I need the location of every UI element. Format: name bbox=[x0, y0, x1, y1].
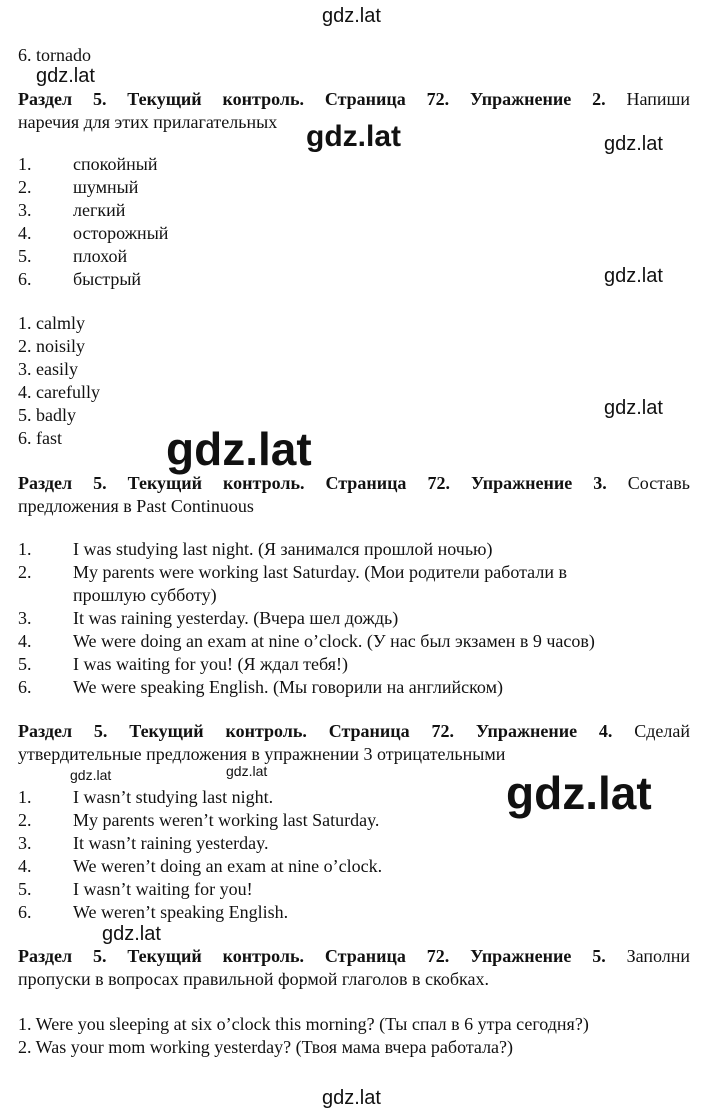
list-item bbox=[18, 153, 157, 175]
item-text: спокойный bbox=[73, 154, 158, 174]
exercise-title: Раздел 5. Текущий контроль. Страница 72. Упражнение 3. bbox=[18, 473, 607, 493]
item-number: 5. bbox=[18, 879, 32, 899]
item-number: 5. bbox=[18, 654, 32, 674]
list-item bbox=[18, 584, 217, 606]
watermark: gdz.lat bbox=[604, 265, 663, 287]
item-text: шумный bbox=[73, 177, 139, 197]
exercise-task: утвердительные предложения в упражнении 3 отрицательными bbox=[18, 744, 506, 764]
item-text: We weren’t doing an exam at nine o’clock. bbox=[73, 856, 383, 876]
item-number: 2. bbox=[18, 810, 32, 830]
item-text: осторожный bbox=[73, 223, 169, 243]
item-number: 6. bbox=[18, 677, 32, 697]
item-number: 3. bbox=[18, 833, 32, 853]
item-text: We were doing an exam at nine o’clock. (У нас был экзамен в 9 часов) bbox=[73, 631, 595, 651]
list-item bbox=[18, 809, 379, 831]
answer-line: 1. Were you sleeping at six o’clock this morning? (Ты спал в 6 утра сегодня?) bbox=[18, 1014, 589, 1034]
list-item bbox=[18, 561, 567, 583]
answer-line: 4. carefully bbox=[18, 382, 100, 402]
exercise-title: Раздел 5. Текущий контроль. Страница 72. Упражнение 5. bbox=[18, 946, 606, 966]
list-item bbox=[18, 630, 595, 652]
answer-line: 2. noisily bbox=[18, 336, 86, 356]
watermark: gdz.lat bbox=[166, 423, 312, 475]
list-item bbox=[18, 855, 382, 877]
list-item bbox=[18, 176, 138, 198]
exercise-title: Раздел 5. Текущий контроль. Страница 72. Упражнение 4. bbox=[18, 721, 613, 741]
list-item bbox=[18, 538, 493, 560]
exercise-task: Напиши bbox=[626, 89, 691, 109]
item-number: 1. bbox=[18, 539, 32, 559]
item-text: I was studying last night. (Я занимался прошлой ночью) bbox=[73, 539, 493, 559]
list-item bbox=[18, 245, 127, 267]
item-text: We weren’t speaking English. bbox=[73, 902, 289, 922]
exercise-task: Заполни bbox=[626, 946, 691, 966]
exercise-2-header bbox=[18, 88, 690, 134]
answer-line: 1. calmly bbox=[18, 313, 85, 333]
exercise-title: Раздел 5. Текущий контроль. Страница 72. Упражнение 2. bbox=[18, 89, 606, 109]
item-text: легкий bbox=[73, 200, 126, 220]
list-item: 6. tornado bbox=[18, 45, 91, 65]
list-item bbox=[18, 653, 348, 675]
answer-line: 5. badly bbox=[18, 405, 76, 425]
list-item bbox=[18, 676, 503, 698]
list-item bbox=[18, 878, 253, 900]
item-number: 4. bbox=[18, 631, 32, 651]
watermark: gdz.lat bbox=[322, 1087, 381, 1109]
item-number: 4. bbox=[18, 223, 32, 243]
watermark: gdz.lat bbox=[226, 763, 268, 779]
list-item bbox=[18, 199, 125, 221]
item-text: My parents were working last Saturday. (Мои родители работали в bbox=[73, 562, 567, 582]
exercise-task: Сделай bbox=[634, 721, 691, 741]
list-item bbox=[18, 222, 168, 244]
item-number: 6. bbox=[18, 902, 32, 922]
watermark: gdz.lat bbox=[36, 65, 95, 87]
watermark: gdz.lat bbox=[306, 120, 401, 153]
answer-line: 6. fast bbox=[18, 428, 62, 448]
watermark: gdz.lat bbox=[506, 767, 652, 819]
item-number: 3. bbox=[18, 200, 32, 220]
watermark: gdz.lat bbox=[604, 397, 663, 419]
exercise-5-header bbox=[18, 945, 690, 991]
watermark: gdz.lat bbox=[102, 923, 161, 945]
answer-line: 3. easily bbox=[18, 359, 78, 379]
exercise-3-header bbox=[18, 472, 690, 518]
list-item bbox=[18, 832, 268, 854]
item-text: My parents weren’t working last Saturday. bbox=[73, 810, 380, 830]
exercise-task: пропуски в вопросах правильной формой глаголов в скобках. bbox=[18, 969, 489, 989]
list-item bbox=[18, 786, 273, 808]
item-number: 4. bbox=[18, 856, 32, 876]
item-number: 5. bbox=[18, 246, 32, 266]
item-number: 1. bbox=[18, 787, 32, 807]
watermark: gdz.lat bbox=[604, 133, 663, 155]
item-text: I was waiting for you! (Я ждал тебя!) bbox=[73, 654, 349, 674]
item-number: 1. bbox=[18, 154, 32, 174]
watermark: gdz.lat bbox=[70, 767, 112, 783]
answer-line: 2. Was your mom working yesterday? (Твоя мама вчера работала?) bbox=[18, 1037, 514, 1057]
item-text: прошлую субботу) bbox=[73, 585, 217, 605]
list-item bbox=[18, 901, 288, 923]
item-text: It was raining yesterday. (Вчера шел дождь) bbox=[73, 608, 399, 628]
list-item bbox=[18, 607, 398, 629]
item-text: плохой bbox=[73, 246, 128, 266]
exercise-task: наречия для этих прилагательных bbox=[18, 112, 278, 132]
item-number: 2. bbox=[18, 177, 32, 197]
exercise-task: Составь bbox=[627, 473, 691, 493]
item-text: It wasn’t raining yesterday. bbox=[73, 833, 269, 853]
item-text: I wasn’t studying last night. bbox=[73, 787, 274, 807]
item-text: We were speaking English. (Мы говорили на английском) bbox=[73, 677, 503, 697]
item-number: 6. bbox=[18, 269, 32, 289]
exercise-4-header bbox=[18, 720, 690, 766]
item-text: I wasn’t waiting for you! bbox=[73, 879, 253, 899]
item-text: быстрый bbox=[73, 269, 142, 289]
exercise-task: предложения в Past Continuous bbox=[18, 496, 254, 516]
item-number: 3. bbox=[18, 608, 32, 628]
watermark: gdz.lat bbox=[322, 5, 381, 27]
list-item bbox=[18, 268, 141, 290]
item-number: 2. bbox=[18, 562, 32, 582]
